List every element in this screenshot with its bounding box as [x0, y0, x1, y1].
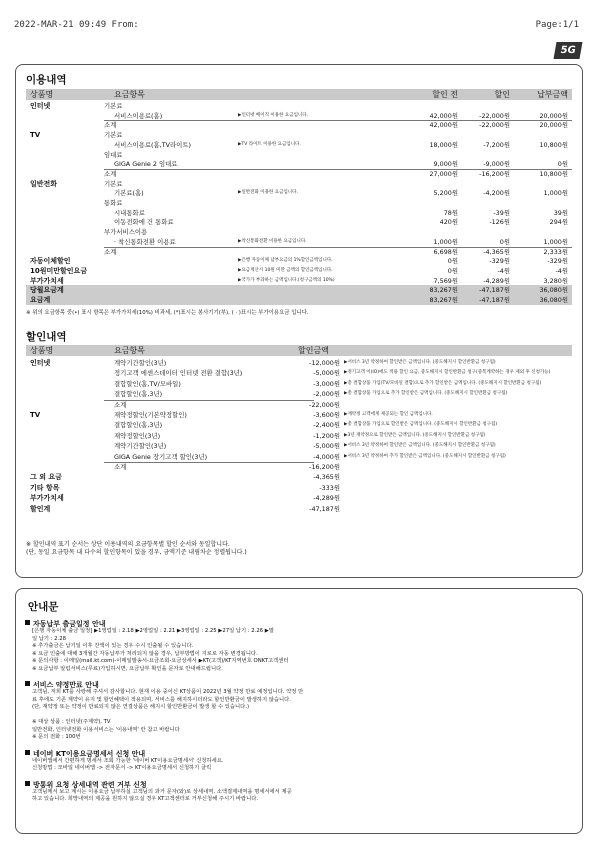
fax-header-right: Page:1/1 — [535, 20, 579, 30]
col-payable: 납부금액 — [537, 90, 568, 99]
guide-line: ※ 요금납부 알림서비스(무료)가입하시면, 요금납부 확인을 문자로 안내해드립니다. — [32, 665, 223, 672]
row-amount: -4,365원 — [313, 473, 340, 482]
discount-row — [26, 379, 572, 389]
usage-row — [26, 120, 572, 130]
row-product: TV — [30, 131, 41, 140]
usage-header — [26, 89, 572, 100]
row-payable: 10,800원 — [539, 169, 568, 178]
row-discount: -16,200원 — [479, 169, 510, 178]
row-item: 서비스이용료(홈) — [114, 111, 163, 120]
row-desc: ▶인터넷 베이직 이용한 요금입니다. — [238, 112, 309, 118]
row-item: 기본료 — [104, 179, 123, 188]
guide-line: (단, 재약정 또는 약정이 만료되지 않은 연결상품은 해지시 할인반환금이 발생 할 수 있습니다.) — [32, 704, 250, 710]
row-item: 임대료 — [104, 150, 123, 159]
row-discount: -126원 — [489, 218, 510, 227]
row-amount: -1,200원 — [313, 431, 340, 440]
row-item: 기본료(홈) — [114, 189, 144, 198]
guide-line: ※ 문의 전화 : 100번 — [32, 734, 81, 740]
row-item: 소계 — [104, 247, 117, 256]
row-amount: -2,400원 — [313, 421, 340, 430]
row-item: 시내통화료 — [114, 208, 145, 217]
row-product: TV — [30, 411, 41, 419]
row-product: 그 외 요금 — [30, 473, 62, 482]
row-discount: -47,187원 — [479, 296, 510, 304]
row-item: 소계 — [104, 121, 117, 130]
usage-row — [26, 179, 572, 189]
usage-row — [26, 150, 572, 160]
guide-line: 일반전화, 인터넷전화 이용서비스는 '이용내역' 란 참고 바랍니다 — [32, 726, 180, 733]
bullet-square-icon — [25, 750, 30, 755]
row-amount: -22,000원 — [309, 400, 340, 409]
row-desc: ▶은행 자동이체 납부요금의 1%할인금액입니다. — [238, 258, 333, 264]
discount-row — [26, 400, 572, 410]
guide-section-label: 자동납부 출금일정 안내 — [33, 620, 106, 628]
usage-row — [26, 247, 572, 257]
row-amount: -3,000원 — [313, 379, 340, 388]
row-before: 420원 — [439, 218, 458, 227]
col-item: 요금항목 — [114, 346, 145, 355]
usage-row — [26, 140, 572, 150]
discount-note-1: ※ 할인내역 표기 순서는 상단 이용내역의 요금항목별 할인 순서와 동일합니다. — [26, 541, 230, 548]
discount-title: 할인내역 — [26, 331, 67, 343]
row-product: 인터넷 — [30, 102, 51, 110]
row-item: 소계 — [114, 400, 127, 409]
row-before: 42,000원 — [429, 111, 458, 120]
row-item: 기본료 — [104, 102, 123, 110]
row-discount: -39원 — [493, 208, 510, 217]
usage-row — [26, 266, 572, 276]
row-item: 기본료 — [104, 131, 123, 140]
row-desc: ▶착신통화전환 이용한 요금입니다. — [238, 238, 307, 244]
row-before: 1,000원 — [433, 237, 458, 246]
usage-row — [26, 169, 572, 179]
row-desc: ▶TV 라이트 이용한 요금입니다. — [238, 141, 301, 147]
row-payable: 39원 — [553, 208, 568, 217]
row-item: 통화료 — [104, 199, 123, 207]
col-discount: 할인 — [494, 90, 510, 99]
row-item: 계약기간할인(3년) — [114, 359, 167, 367]
col-item: 요금항목 — [114, 90, 145, 99]
guide-panel — [15, 588, 583, 834]
row-payable: 20,000원 — [539, 111, 568, 120]
row-product: 기타 항목 — [30, 483, 60, 492]
col-amount: 할인금액 — [298, 346, 329, 355]
usage-row — [26, 111, 572, 121]
row-desc: ▶서비스 3년 약정하여 추가 할인받은 금액입니다. (중도해지시 할인반환금 청구됨) — [344, 453, 506, 459]
guide-section-label: 네이버 KT이용요금명세서 신청 안내 — [33, 749, 146, 758]
col-product: 상품명 — [30, 346, 54, 355]
row-before: 83,267원 — [429, 286, 458, 295]
row-desc: ▶국가가 부과하는 금액입니다.(청구금액의 10%) — [238, 277, 335, 283]
row-payable: 1,000원 — [543, 189, 568, 198]
usage-footnote: ※ 위의 요금항목 중(•) 표시 항목은 부가가치세(10%) 비과세, (*)표시는 봉사기기(부), ( · )표시는 부가이용요금 입니다. — [26, 310, 309, 316]
row-discount: -4,200원 — [483, 189, 510, 198]
row-payable: -329원 — [547, 257, 568, 266]
row-desc: ▶서비스 3년 약정하여 할인받은 금액입니다. (중도해지시 할인반환금 청구됨) — [344, 443, 496, 449]
row-amount: -16,200원 — [309, 463, 340, 471]
row-before: 9,000원 — [433, 160, 458, 169]
row-item: 이동전화에 건 통화료 — [114, 218, 174, 227]
row-desc: ▶일반전화 이용한 요금입니다. — [238, 190, 298, 196]
usage-row — [26, 217, 572, 227]
row-desc: ▶총 결합상품 가입으로 추가 할인받은 금액입니다. (중도해지시 할인반환금 청구됨) — [344, 391, 508, 397]
row-desc: ▶요금계산시 10원 미만 금액의 할인금액입니다. — [238, 267, 333, 273]
row-amount: -5,000원 — [313, 369, 340, 378]
row-payable: 36,080원 — [539, 296, 568, 304]
billing-panel — [15, 64, 583, 578]
row-discount: -4,365원 — [483, 247, 510, 256]
guide-line: 신청방법 : 모바일 네이버앱 -> 전자문서 -> KT이용요금명세서 신청하기 클릭 — [32, 765, 212, 771]
row-payable: 1,000원 — [543, 237, 568, 246]
guide-line: ※ 추가출금은 납기일 이후 잔액이 있는 경우 수시 인출될 수 있습니다. — [32, 643, 194, 649]
row-item: GIGA Genie 장기고객 할인(3년) — [114, 452, 208, 461]
row-discount: -22,000원 — [479, 111, 510, 120]
row-before: 78원 — [443, 208, 458, 217]
bullet-square-icon — [25, 681, 30, 686]
usage-row — [26, 101, 572, 111]
row-amount: -4,289원 — [313, 494, 340, 503]
5g-logo: 5G — [554, 42, 583, 59]
usage-row — [26, 188, 572, 198]
row-amount: -5,000원 — [313, 442, 340, 451]
row-before: 5,200원 — [433, 189, 458, 198]
row-product: 당월요금계 — [30, 286, 64, 295]
row-discount: -329원 — [489, 257, 510, 266]
row-before: 0원 — [447, 257, 458, 266]
col-before: 할인 전 — [432, 90, 458, 99]
row-discount: -4원 — [497, 266, 510, 275]
guide-line: ※ 요금 인출에 대해 3개월간 자동납부가 처리되지 않을 경우, 납부방법이 지로로 자동 변경됩니다. — [32, 650, 258, 657]
bullet-square-icon — [25, 620, 30, 625]
row-product: 부가가치세 — [30, 494, 64, 503]
row-before: 27,000원 — [429, 169, 458, 178]
row-payable: 36,080원 — [539, 286, 568, 295]
usage-row — [26, 198, 572, 208]
discount-row — [26, 483, 572, 493]
guide-line: ※ 대상 상품 : 인터넷(주계약), TV — [32, 719, 111, 725]
row-before: 18,000원 — [429, 140, 458, 149]
discount-row — [26, 504, 572, 514]
row-amount: -47,187원 — [309, 504, 340, 513]
guide-line: 료 후에도 기존 계약이 유지 및 할인혜택이 적용되며, 서비스를 해지하시더라도 할인반환금이 발생하지 않습니다. — [32, 696, 291, 703]
row-item: 결합할인(홈,3년) — [114, 421, 163, 430]
discount-row — [26, 358, 572, 368]
row-item: 결합할인(홈,TV/모바일) — [114, 379, 181, 388]
row-before: 0원 — [447, 266, 458, 275]
row-discount: -4,289원 — [483, 276, 510, 285]
usage-row — [26, 130, 572, 140]
discount-row — [26, 493, 572, 503]
row-product: 자동이체할인 — [30, 257, 71, 266]
row-item: 소계 — [114, 463, 127, 471]
row-before: 6,698원 — [433, 247, 458, 256]
row-item: 결합할인(홈,3년) — [114, 390, 163, 399]
row-item: 소계 — [104, 169, 117, 178]
guide-title: 안내문 — [28, 601, 59, 613]
discount-row — [26, 452, 572, 462]
row-payable: 2,333원 — [543, 247, 568, 256]
guide-line: 고객님께서 보고 계시는 이용요금 납부하실 고객님의 과거 문자(와)로 상세내역, 소액결제내역을 명세서에서 제공 — [32, 788, 292, 795]
row-amount: -4,000원 — [313, 452, 340, 461]
guide-section-label: 방통위 요청 상세내역 관련 거부 신청 — [33, 780, 147, 789]
discount-row — [26, 431, 572, 441]
row-desc: ▶정기고객 이(IO)에도 적용 할인 요금, 중도해지시 할인반환금 청구(중복계약하는 경우 제외 후 신청가능) — [344, 370, 551, 376]
row-item: 부가서비스이용 — [104, 228, 148, 237]
guide-line: 네이버앱에서 간편하게 명세서 조회 가능한 '네이버 KT이용요금명세서' 신청하세요. — [32, 757, 224, 764]
usage-row — [26, 256, 572, 266]
row-discount: -7,200원 — [483, 140, 510, 149]
row-product: 10원미만할인요금 — [30, 266, 88, 275]
row-desc: ▶총 결합상품 가입으로 할인받은 금액입니다. (중도해지시 할인반환금 청구됨) — [344, 422, 498, 428]
guide-line: 고객님, 저희 KT를 사랑해 주셔서 감사합니다. 현재 이용 중이신 KT상품이 2022년 3월 약정 만료 예정입니다. 약정 만 — [32, 689, 304, 695]
discount-row — [26, 410, 572, 420]
row-item: · 착신통화전환 이용료 — [114, 237, 176, 246]
row-discount: -9,000원 — [483, 160, 510, 169]
usage-row — [26, 295, 572, 305]
usage-row — [26, 285, 572, 295]
discount-row — [26, 420, 572, 430]
row-payable: 0원 — [557, 160, 568, 169]
row-desc: ▶재약정 고객에게 제공되는 할인 금액입니다. — [344, 412, 433, 417]
discount-row — [26, 472, 572, 482]
guide-line: 일 납기 : 2.28 — [32, 635, 66, 642]
row-item: 서비스이용료(홈,TV라이트) — [114, 140, 192, 149]
row-payable: 294원 — [549, 218, 568, 227]
discount-note-2: (단, 동일 요금항목 내 다수의 할인항목이 있을 경우, 금액기준 내림차순 정렬됩니다.) — [26, 549, 247, 556]
row-before: 42,000원 — [429, 121, 458, 130]
row-payable: 3,280원 — [543, 276, 568, 285]
row-item: 재약정할인(3년) — [114, 431, 161, 440]
usage-row — [26, 227, 572, 237]
usage-row — [26, 208, 572, 218]
row-before: 83,267원 — [429, 296, 458, 304]
row-amount: -2,000원 — [313, 390, 340, 399]
usage-row — [26, 237, 572, 247]
row-product: 요금계 — [30, 296, 51, 304]
usage-row — [26, 159, 572, 169]
row-item: GIGA Genie 2 임대료 — [114, 160, 178, 169]
row-payable: 20,000원 — [539, 121, 568, 130]
row-payable: 10,800원 — [539, 140, 568, 149]
row-desc: ▶총 결합상품 가입(TV/모바일 결합)으로 추가 할인받은 금액입니다. (중도해지시 할인반환금 청구됨) — [344, 380, 542, 386]
row-amount: -333원 — [319, 483, 340, 492]
row-product: 부가가치세 — [30, 276, 64, 285]
row-amount: -3,600원 — [313, 411, 340, 419]
usage-row — [26, 276, 572, 286]
row-payable: -4원 — [555, 266, 568, 275]
row-item: 계약기간할인(3년) — [114, 442, 167, 451]
guide-line: [은행 자동이체 출금 일정] ▶1영업일 : 2.18 ▶2영업일 : 2.21 ▶3영업일 : 2.25 ▶27일 납기 : 2.26 ▶말 — [32, 628, 274, 634]
row-product: 할인계 — [30, 504, 51, 513]
guide-line: 하고 있습니다. 희망내역의 제공을 원하지 않으실 경우 KT고객센터로 거부신청해 주시기 바랍니다. — [32, 796, 259, 802]
usage-title: 이용내역 — [26, 74, 67, 86]
row-discount: -47,187원 — [479, 286, 510, 295]
row-item: 정기고객 에센스데이터 인터넷 전환 결합(3년) — [114, 369, 243, 378]
row-before: 7,569원 — [433, 276, 458, 285]
guide-line: ※ 문의사항 : 이메일(mail.kt.com)-이메일발송서-요금조회-요금상세서 ▶KT(고객)/KT지역번호 ONKT고객센터 — [32, 658, 289, 664]
discount-row — [26, 389, 572, 399]
row-discount: 0원 — [499, 237, 510, 246]
discount-row — [26, 462, 572, 472]
row-product: 인터넷 — [30, 359, 51, 367]
row-product: 일반전화 — [30, 179, 58, 188]
guide-section-label: 서비스 약정만료 안내 — [33, 681, 99, 689]
row-desc: ▶서비스 3년 약정하여 할인받은 금액입니다. (중도해지시 할인반환금 청구됨) — [344, 360, 496, 365]
row-item: 재약정할인(기본약정할인) — [114, 411, 187, 419]
bullet-square-icon — [25, 781, 30, 786]
row-discount: -22,000원 — [479, 121, 510, 130]
col-product: 상품명 — [30, 90, 54, 99]
discount-row — [26, 368, 572, 378]
row-amount: -12,000원 — [309, 359, 340, 367]
discount-row — [26, 441, 572, 451]
row-desc: ▶3년 재약정으로 할인받은 금액입니다. (중도해지시 할인반환금 청구됨) — [344, 432, 486, 438]
discount-header — [26, 345, 572, 356]
fax-header-left: 2022-MAR-21 09:49 From: — [14, 20, 139, 30]
